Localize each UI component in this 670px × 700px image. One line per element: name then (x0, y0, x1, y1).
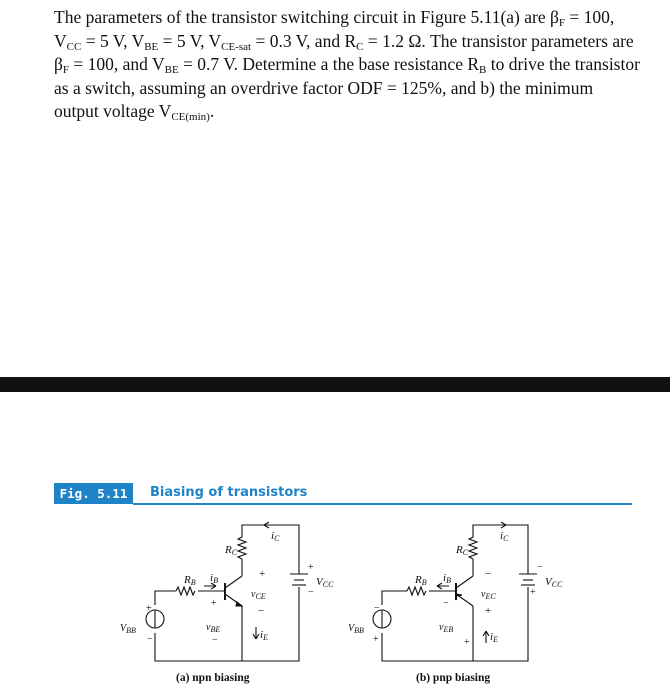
pnp-ib-label: iB (443, 572, 451, 585)
npn-rc-resistor (238, 525, 299, 574)
pnp-vec-label: $v_{EC}$ (481, 589, 496, 601)
pnp-veb-plus: + (464, 637, 470, 648)
pnp-wire-vbb-top (382, 591, 407, 605)
pnp-vcc-label: VCC (545, 576, 563, 589)
pnp-rb-resistor (407, 587, 426, 595)
pnp-wire-emitter-ground (382, 606, 473, 661)
circuit-diagrams (54, 481, 632, 700)
pnp-vbb-minus: − (374, 603, 380, 614)
pnp-caption: (b) pnp biasing (416, 672, 491, 684)
npn-vbb-label: $V_{BB}$ (120, 623, 136, 635)
npn-vbe-minus: − (212, 635, 218, 646)
npn-wire-vbb-top (155, 591, 176, 605)
problem-line-2: $V_{CC} = 5$ V, $V_{BE} = 5$ V, $V_{CE-sat} = 0.3$ V, and $R_C = 1.2$ Ω. The transistor parameters are (54, 30, 634, 53)
pnp-vcc-minus: − (537, 562, 543, 573)
pnp-ie-label: iE (490, 631, 498, 644)
problem-line-1: The parameters of the transistor switching circuit in Figure 5.11(a) are $\beta_F = 100$, (54, 7, 615, 29)
pnp-rc-label: RC (456, 544, 469, 557)
pnp-ie-arrow (483, 631, 489, 643)
pnp-veb-minus: − (443, 598, 449, 609)
pnp-circuit (373, 522, 537, 661)
npn-vce-plus: + (259, 568, 266, 580)
npn-vce-label: $v_{CE}$ (251, 589, 266, 601)
npn-collector-lead (225, 576, 242, 588)
npn-wire-emitter-ground (155, 606, 242, 661)
pnp-vbb-plus: + (373, 634, 379, 645)
problem-line-5: output voltage $V_{CE(min)}$. (54, 101, 215, 123)
pnp-vcc-plus: + (530, 587, 536, 598)
npn-ib-label: iB (210, 572, 218, 585)
npn-circuit (146, 522, 308, 661)
npn-rb-label: RB (184, 574, 196, 587)
npn-vce-minus: − (258, 605, 265, 617)
npn-vbe-label: $v_{BE}$ (206, 622, 221, 634)
npn-ie-label: iE (260, 629, 268, 642)
pnp-rb-label: RB (415, 574, 427, 587)
npn-ie-arrow (253, 627, 259, 639)
pnp-veb-label: $v_{EB}$ (439, 622, 454, 634)
pnp-rc-resistor (469, 525, 528, 574)
problem-line-4: as a switch, assuming an overdrive factor ODF = 125%, and b) the minimum (54, 77, 594, 98)
npn-vbb-minus: − (147, 634, 153, 645)
npn-vcc-plus: + (308, 562, 314, 573)
pnp-collector-lead (456, 576, 473, 588)
npn-emitter-arrowhead (236, 602, 242, 606)
pnp-vec-minus: − (485, 568, 492, 580)
npn-ic-arrow (264, 522, 276, 528)
black-divider-bar (0, 377, 670, 392)
npn-caption: (a) npn biasing (176, 672, 250, 684)
problem-statement (54, 6, 654, 124)
pnp-vec-plus: + (485, 605, 492, 617)
npn-vcc-minus: − (308, 587, 314, 598)
npn-vbe-plus: + (211, 598, 217, 609)
npn-ic-label: iC (271, 530, 280, 543)
npn-vcc-label: VCC (316, 576, 334, 589)
pnp-vbb-label: $V_{BB}$ (348, 623, 364, 635)
figure-5-11 (54, 481, 632, 700)
pnp-ic-arrow (494, 522, 506, 528)
pnp-ic-label: iC (500, 530, 509, 543)
figure-title: Biasing of transistors (150, 485, 308, 500)
npn-rc-label: RC (225, 544, 238, 557)
problem-line-3: $\beta_F = 100$, and $V_{BE} = 0.7$ V. Determine a the base resistance $R_B$ to drive the transistor (54, 54, 640, 76)
npn-vbb-plus: + (146, 603, 152, 614)
figure-tag: Fig. 5.11 (54, 483, 133, 504)
npn-rb-resistor (176, 587, 195, 595)
